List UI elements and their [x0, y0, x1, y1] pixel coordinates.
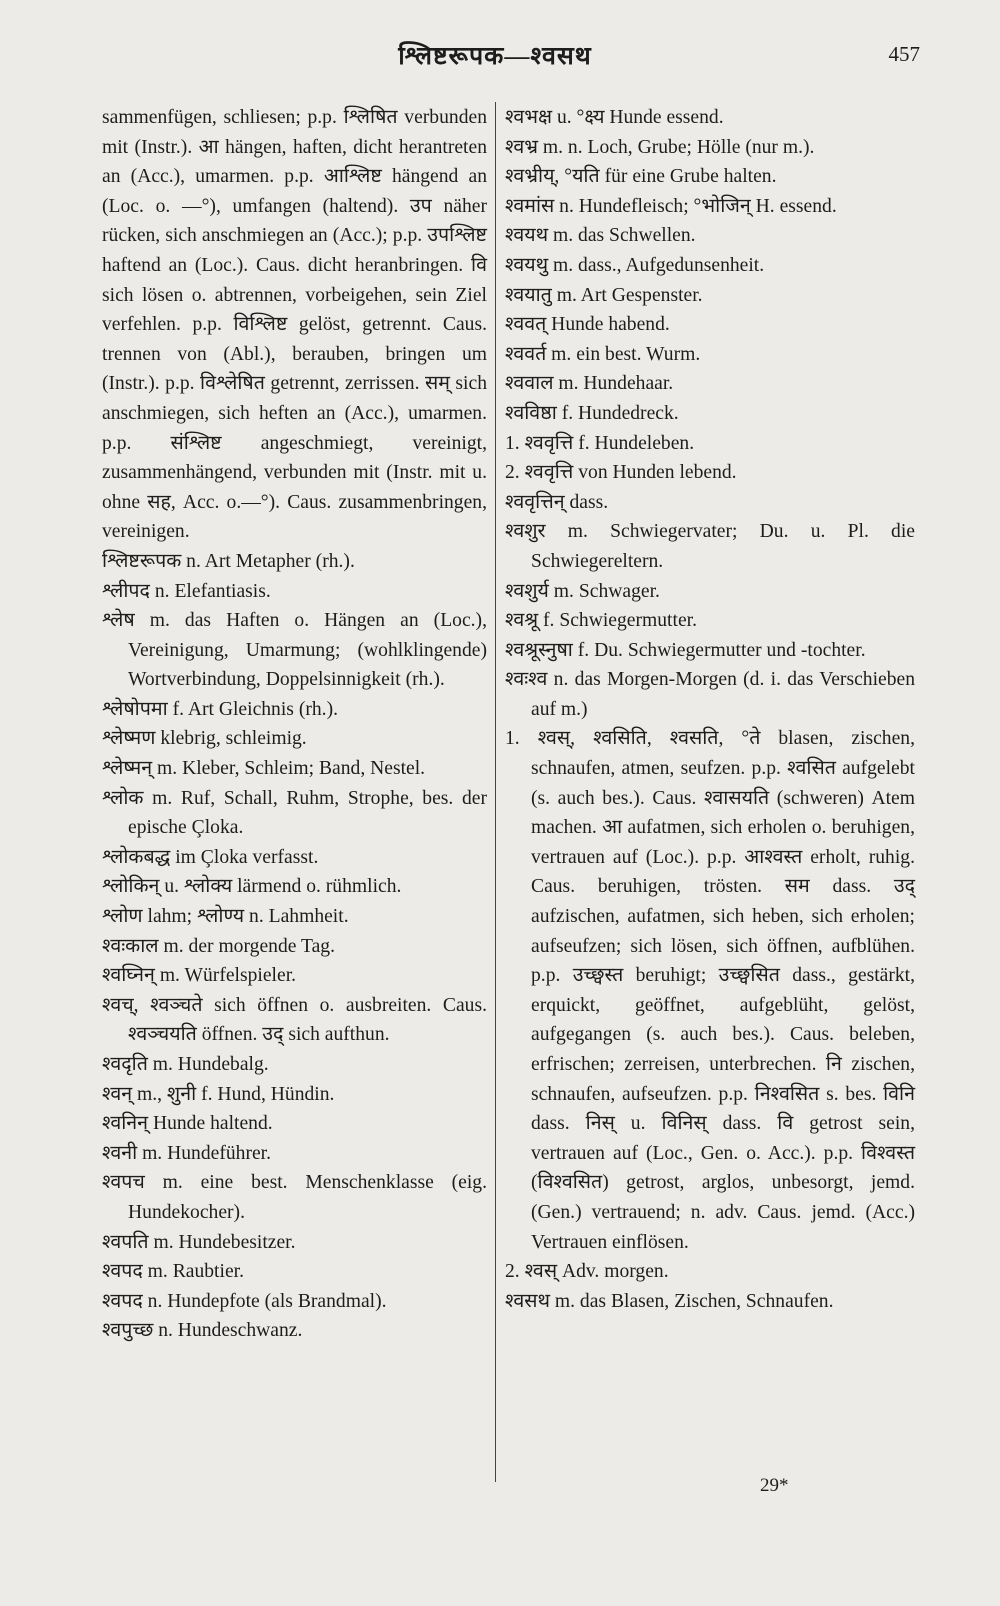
dictionary-entry: श्वविष्ठा f. Hundedreck. [505, 402, 679, 424]
dictionary-entry: श्वन् m., शुनी f. Hund, Hündin. [102, 1083, 335, 1105]
dictionary-entry: श्ववर्त m. ein best. Wurm. [505, 343, 701, 365]
dictionary-entry: श्वश्रू f. Schwiegermutter. [505, 610, 697, 632]
dictionary-entry: श्वशुर्य m. Schwager. [505, 580, 660, 602]
dictionary-entry: श्वश्रूस्नुषा f. Du. Schwiegermutter und -tochter. [505, 639, 866, 661]
dictionary-entry: श्लेष्मन् m. Kleber, Schleim; Band, Nestel. [102, 758, 426, 780]
dictionary-entry: श्वनिन् Hunde haltend. [102, 1113, 273, 1135]
dictionary-entry: श्वशुर m. Schwiegervater; Du. u. Pl. die Schwiegereltern. [505, 521, 915, 572]
dictionary-entry: श्वपच m. eine best. Menschenklasse (eig. Hundekocher). [102, 1172, 487, 1223]
dictionary-entry: श्वघ्निन् m. Würfelspieler. [102, 965, 297, 987]
dictionary-entry: श्वसथ m. das Blasen, Zischen, Schnaufen. [505, 1290, 834, 1312]
dictionary-entry: श्लीपद n. Elefantiasis. [102, 580, 271, 602]
dictionary-entry: श्वपद n. Hundepfote (als Brandmal). [102, 1290, 387, 1312]
printer-signature: 29* [760, 1475, 789, 1496]
dictionary-entry: श्लेषोपमा f. Art Gleichnis (rh.). [102, 698, 338, 720]
left-column [102, 103, 487, 1346]
dictionary-entry: श्लोक m. Ruf, Schall, Ruhm, Strophe, bes. der epische Çloka. [102, 787, 487, 839]
dictionary-entry: 1. श्वस्, श्वसिति, श्वसति, °ते blasen, zischen, schnaufen, atmen, seufzen. p.p. श्वसित aufgelebt (s. auch bes.). Caus. श्वासयति (schweren) Atem machen. आ aufatmen, sich erholen o. beruhigen, vertrauen auf (Loc.). p.p. आश्वस्त erholt, ruhig. Caus. beruhigen, trösten. सम dass. उद् aufzischen, aufatmen, sich heben, sich erholen; aufseufzen; sich lösen, sich öffnen, aufblühen. p.p. उच्छ्वस्त beruhigt; उच्छ्वसित dass., gestärkt, erquickt, geöffnet, aufgeblüht, gelöst, aufgegangen (s. auch bes.). Caus. beleben, erfrischen; zerreisen, unterbrechen. नि zischen, schnaufen, aufseufzen. p.p. निश्वसित s. bes. विनि dass. निस् u. विनिस् dass. वि getrost sein, vertrauen auf (Loc., Gen. o. Acc.). p.p. विश्वस्त (विश्वसित) getrost, arglos, unbesorgt, jemd. (Gen.) vertrauend; n. adv. Caus. jemd. (Acc.) Vertrauen einflösen. [505, 728, 915, 1253]
dictionary-entry: श्ववाल m. Hundehaar. [505, 373, 674, 395]
dictionary-entry: श्ववत् Hunde habend. [505, 314, 670, 336]
dictionary-entry: श्लोकिन् u. श्लोक्य lärmend o. rühmlich. [102, 876, 402, 898]
dictionary-entry: श्वपति m. Hundebesitzer. [102, 1231, 296, 1253]
dictionary-entry: श्लोकबद्ध im Çloka verfasst. [102, 846, 319, 868]
dictionary-entry: sammenfügen, schliesen; p.p. श्लिषित verbunden mit (Instr.). आ hängen, haften, dicht herantreten an (Acc.), umarmen. p.p. आश्लिष्ट hängend an (Loc. o. —°), umfangen (haltend). उप näher rücken, sich anschmiegen an (Acc.); p.p. उपश्लिष्ट haftend an (Loc.). Caus. dicht heranbringen. वि sich lösen o. abtrennen, vorbeigehen, sein Ziel verfehlen. p.p. विश्लिष्ट gelöst, getrennt. Caus. trennen von (Abl.), berauben, bringen um (Instr.). p.p. विश्लेषित getrennt, zerrissen. सम् sich anschmiegen, sich heften an (Acc.), umarmen. p.p. संश्लिष्ट angeschmiegt, vereinigt, zusammenhängend, verbunden mit (Instr. mit u. ohne सह, Acc. o.—°). Caus. zusammenbringen, vereinigen. [102, 107, 487, 543]
dictionary-entry: श्लेष्मण klebrig, schleimig. [102, 728, 307, 750]
dictionary-entry: श्ववृत्तिन् dass. [505, 491, 609, 513]
dictionary-entry: 2. श्ववृत्ति von Hunden lebend. [505, 462, 737, 484]
dictionary-entry: श्वयथु m. dass., Aufgedunsenheit. [505, 254, 765, 276]
right-column [505, 103, 915, 1316]
dictionary-entry: श्वभ्रीय्, °यति für eine Grube halten. [505, 166, 777, 188]
dictionary-entry: श्लिष्टरूपक n. Art Metapher (rh.). [102, 550, 355, 572]
dictionary-entry: श्वमांस n. Hundefleisch; °भोजिन् H. essend. [505, 195, 837, 217]
column-divider [495, 102, 496, 1482]
dictionary-entry: श्वदृति m. Hundebalg. [102, 1054, 269, 1075]
page-number: 457 [888, 42, 920, 66]
dictionary-entry: श्वयातु m. Art Gespenster. [505, 284, 703, 306]
dictionary-entry: श्लोण lahm; श्लोण्य n. Lahmheit. [102, 906, 349, 928]
dictionary-entry: श्वभक्ष u. °क्ष्य Hunde essend. [505, 107, 724, 128]
dictionary-entry: श्वनी m. Hundeführer. [102, 1142, 272, 1164]
dictionary-entry: श्वच्, श्वञ्चते sich öffnen o. ausbreiten. Caus. श्वञ्चयति öffnen. उद् sich aufthun. [102, 994, 487, 1046]
page-header [0, 38, 1000, 78]
dictionary-entry: 1. श्ववृत्ति f. Hundeleben. [505, 432, 695, 454]
dictionary-entry: श्वपद m. Raubtier. [102, 1261, 244, 1283]
dictionary-entry: 2. श्वस् Adv. morgen. [505, 1261, 669, 1283]
dictionary-entry: श्वयथ m. das Schwellen. [505, 225, 696, 247]
dictionary-entry: श्वःकाल m. der morgende Tag. [102, 935, 335, 957]
dictionary-entry: श्लेष m. das Haften o. Hängen an (Loc.), Vereinigung, Umarmung; (wohlklingende) Wortverbindung, Doppelsinnigkeit (rh.). [102, 610, 487, 691]
running-head: श्लिष्टरूपक—श्वसथ [398, 43, 592, 70]
dictionary-entry: श्वभ्र m. n. Loch, Grube; Hölle (nur m.). [505, 136, 815, 158]
dictionary-entry: श्वपुच्छ n. Hundeschwanz. [102, 1320, 303, 1342]
dictionary-entry: श्वःश्व n. das Morgen-Morgen (d. i. das Verschieben auf m.) [505, 669, 915, 720]
